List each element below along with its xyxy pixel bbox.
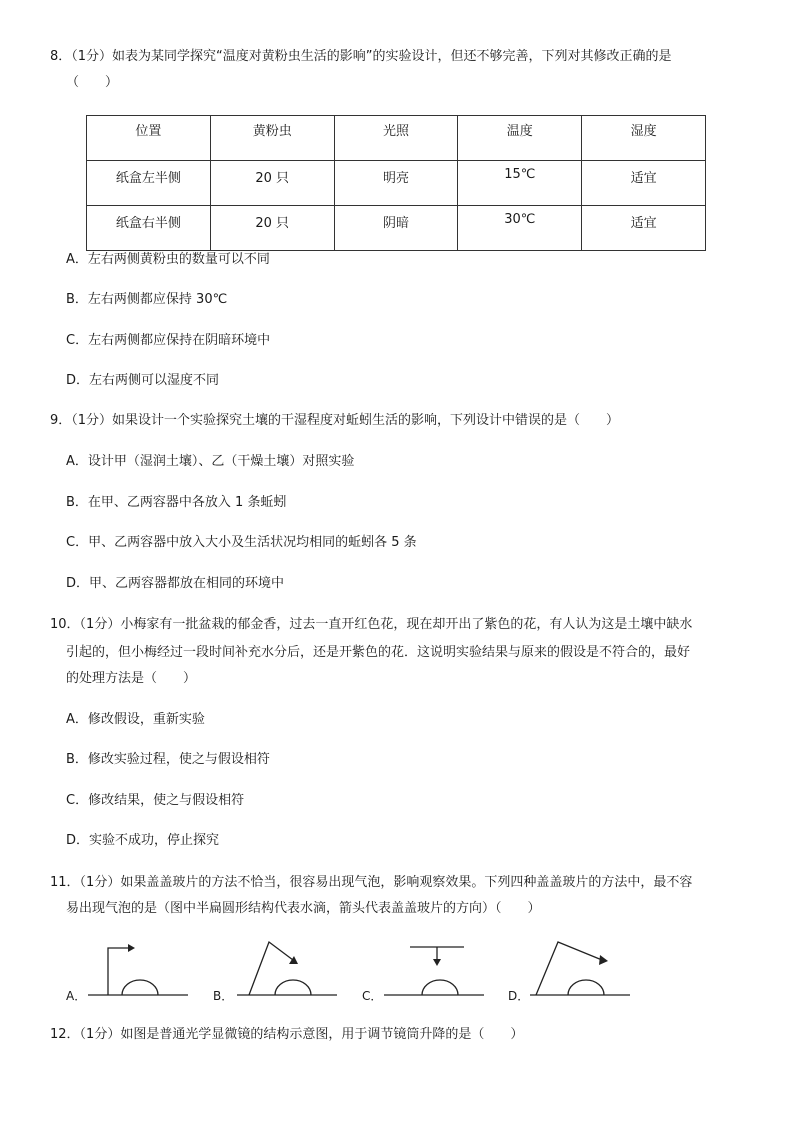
q10-option-a[interactable]: A．修改假设，重新实验	[66, 712, 205, 727]
q11-figure-d[interactable]	[530, 940, 634, 1000]
q11-figure-d-label[interactable]: D．	[508, 989, 530, 1003]
q11-stem-line1: 11．（1分）如果盖盖玻片的方法不恰当，很容易出现气泡，影响观察效果。下列四种盖盖玻片的方法中，最不容	[50, 875, 693, 890]
table-row	[87, 161, 706, 206]
q9-option-d[interactable]: D．甲、乙两容器都放在相同的环境中	[66, 576, 285, 591]
q8-option-a[interactable]: A．左右两侧黄粉虫的数量可以不同	[66, 252, 270, 267]
q11-figure-c-label[interactable]: C．	[362, 989, 383, 1003]
q10-option-c[interactable]: C．修改结果，使之与假设相符	[66, 793, 245, 808]
table-cell: 15℃	[458, 161, 582, 206]
table-header-cell: 温度	[458, 116, 582, 161]
q10-option-d[interactable]: D．实验不成功，停止探究	[66, 833, 220, 848]
table-header-cell: 位置	[87, 116, 211, 161]
q11-figure-b[interactable]	[237, 940, 341, 1000]
table-cell: 纸盒右半侧	[87, 206, 211, 251]
q9-option-b[interactable]: B．在甲、乙两容器中各放入 1 条蚯蚓	[66, 495, 287, 510]
q11-figure-a-label[interactable]: A．	[66, 989, 87, 1003]
table-header-cell: 光照	[334, 116, 458, 161]
q10-option-b[interactable]: B．修改实验过程，使之与假设相符	[66, 752, 270, 767]
table-cell: 20 只	[210, 206, 334, 251]
q10-stem-line2: 引起的，但小梅经过一段时间补充水分后，还是开紫色的花．这说明实验结果与原来的假设是不符合的，最好	[66, 645, 691, 660]
table-cell: 20 只	[210, 161, 334, 206]
table-cell: 30℃	[458, 206, 582, 251]
q8-option-b[interactable]: B．左右两侧都应保持 30℃	[66, 292, 228, 307]
q11-stem-line2: 易出现气泡的是（图中半扁圆形结构代表水滴，箭头代表盖盖玻片的方向）（ ）	[66, 901, 541, 916]
q10-stem-line1: 10．（1分）小梅家有一批盆栽的郁金香，过去一直开红色花，现在却开出了紫色的花，有人认为这是土壤中缺水	[50, 617, 693, 632]
table-header-cell: 黄粉虫	[210, 116, 334, 161]
q9-option-a[interactable]: A．设计甲（湿润土壤）、乙（干燥土壤）对照实验	[66, 454, 355, 469]
q8-experiment-table	[86, 115, 706, 251]
table-cell: 适宜	[582, 161, 706, 206]
table-cell: 明亮	[334, 161, 458, 206]
q8-option-d[interactable]: D．左右两侧可以湿度不同	[66, 373, 220, 388]
q11-figure-c[interactable]	[384, 940, 488, 1000]
q8-stem-line2: （ ）	[66, 75, 119, 90]
table-cell: 适宜	[582, 206, 706, 251]
q8-option-c[interactable]: C．左右两侧都应保持在阴暗环境中	[66, 333, 271, 348]
q9-option-c[interactable]: C．甲、乙两容器中放入大小及生活状况均相同的蚯蚓各 5 条	[66, 535, 417, 550]
q11-figure-b-label[interactable]: B．	[213, 989, 234, 1003]
q10-stem-line3: 的处理方法是（ ）	[66, 671, 197, 686]
table-row	[87, 206, 706, 251]
q12-stem: 12．（1分）如图是普通光学显微镜的结构示意图，用于调节镜筒升降的是（ ）	[50, 1027, 524, 1042]
q8-stem-line1: 8．（1分）如表为某同学探究“温度对黄粉虫生活的影响”的实验设计，但还不够完善，下列对其修改正确的是	[50, 49, 672, 64]
table-header-cell: 湿度	[582, 116, 706, 161]
table-cell: 纸盒左半侧	[87, 161, 211, 206]
q9-stem: 9．（1分）如果设计一个实验探究土壤的干湿程度对蚯蚓生活的影响，下列设计中错误的是（ ）	[50, 413, 620, 428]
table-cell: 阴暗	[334, 206, 458, 251]
q11-figure-a[interactable]	[88, 940, 192, 1000]
table-header-row	[87, 116, 706, 161]
